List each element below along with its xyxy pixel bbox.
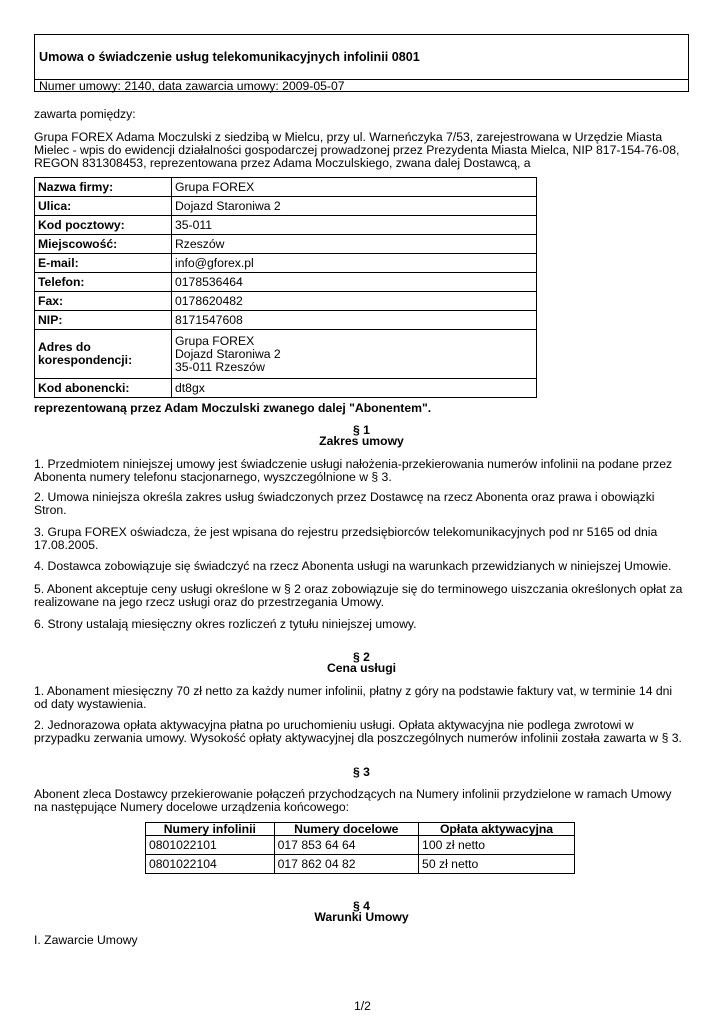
company-table: [34, 177, 537, 398]
s1-p2-line-1: 2. Umowa niniejsza określa zakres usług świadczonych przez Dostawcę na rzecz Abonenta oraz prawa i obowiązki: [34, 490, 655, 504]
table-row: [146, 836, 575, 855]
provider-line-3: REGON 831308453, reprezentowana przez Adama Moczulskiego, zwana dalej Dostawcą, a: [34, 156, 531, 170]
section-2-number: § 2: [353, 650, 370, 664]
table-row: [146, 855, 575, 874]
contract-header-box: [34, 34, 689, 92]
correspondence-label-1: Adres do: [38, 340, 91, 354]
s2-p1-line-1: 1. Abonament miesięczny 70 zł netto za każdy numer infolinii, płatny z góry na podstawie faktury vat, w terminie 14 dni: [34, 684, 673, 698]
activation-fee: 50 zł netto: [419, 855, 575, 874]
s1-paragraph-4: 4. Dostawca zobowiązuje się świadczyć na rzecz Abonenta usługi na warunkach przewidzianych w niniejszej Umowie.: [34, 559, 672, 573]
s3-paragraph-1: [34, 788, 689, 814]
s3-p1-line-1: Abonent zleca Dostawcy przekierowanie połączeń przychodzących na Numery infolinii przydzielone w ramach Umowy: [34, 787, 672, 801]
s1-p5-line-1: 5. Abonent akceptuje ceny usługi określone w § 2 oraz zobowiązuje się do terminowego uiszczania określonych opłat za: [34, 582, 683, 596]
field-label: Telefon:: [35, 273, 172, 292]
column-header: Numery infolinii: [146, 823, 275, 836]
table-row: [35, 235, 537, 254]
target-number: 017 853 64 64: [274, 836, 418, 855]
field-value: 35-011: [172, 216, 537, 235]
field-label: Kod pocztowy:: [35, 216, 172, 235]
field-label: NIP:: [35, 311, 172, 330]
correspondence-label-2: korespondencji:: [38, 353, 133, 367]
field-label: [35, 330, 172, 379]
section-4-title: Warunki Umowy: [314, 910, 409, 924]
field-value: Grupa FOREX: [172, 178, 537, 197]
section-1-title: Zakres umowy: [319, 434, 404, 448]
s1-paragraph-5: [34, 583, 689, 609]
section-4-number: § 4: [353, 899, 370, 913]
s1-p3-line-1: 3. Grupa FOREX oświadcza, że jest wpisana do rejestru przedsiębiorców telekomunikacyjnych pod nr 5165 od dnia: [34, 525, 658, 539]
provider-line-1: Grupa FOREX Adama Moczulski z siedzibą w Mielcu, przy ul. Warneńczyka 7/53, zarejestrowana w Urzędzie Miasta: [34, 130, 663, 144]
provider-line-2: Mielec - wpis do ewidencji działalności gospodarczej prowadzonej przez Prezydenta Miasta Mielca, NIP 817-154-76-08,: [34, 143, 680, 157]
field-label: Kod abonencki:: [35, 379, 172, 398]
table-row: [35, 292, 537, 311]
s1-p3-line-2: 17.08.2005.: [34, 538, 99, 552]
field-label: Fax:: [35, 292, 172, 311]
s3-p1-line-2: na następujące Numery docelowe urządzenia końcowego:: [34, 800, 350, 814]
s2-p1-line-2: od daty wystawienia.: [34, 697, 147, 711]
table-row: [35, 311, 537, 330]
field-value: Dojazd Staroniwa 2: [172, 197, 537, 216]
table-row: [35, 216, 537, 235]
contract-number-line: Numer umowy: 2140, data zawarcia umowy: 2009-05-07: [39, 79, 345, 93]
infoline-number: 0801022104: [146, 855, 275, 874]
s2-p2-line-1: 2. Jednorazowa opłata aktywacyjna płatna po uruchomieniu usługi. Opłata aktywacyjna nie podlega zwrotowi w: [34, 718, 634, 732]
field-label: Nazwa firmy:: [35, 178, 172, 197]
field-value: 8171547608: [172, 311, 537, 330]
field-value: 0178620482: [172, 292, 537, 311]
correspondence-line-2: Dojazd Staroniwa 2: [175, 346, 281, 361]
section-3-number: § 3: [353, 765, 370, 779]
field-label: E-mail:: [35, 254, 172, 273]
contract-title: Umowa o świadczenie usług telekomunikacyjnych infolinii 0801: [39, 50, 420, 64]
activation-fee: 100 zł netto: [419, 836, 575, 855]
table-row: [35, 379, 537, 398]
table-header-row: [146, 823, 575, 836]
field-label: Ulica:: [35, 197, 172, 216]
infoline-number: 0801022101: [146, 836, 275, 855]
s2-paragraph-2: [34, 719, 689, 745]
table-row: [35, 330, 537, 379]
table-row: [35, 197, 537, 216]
numbers-table: [145, 822, 575, 874]
table-row: [35, 178, 537, 197]
field-value: dt8gx: [172, 379, 537, 398]
table-row: [35, 273, 537, 292]
target-number: 017 862 04 82: [274, 855, 418, 874]
section-2-title: Cena usługi: [326, 661, 397, 675]
field-value: 0178536464: [172, 273, 537, 292]
column-header: Opłata aktywacyjna: [419, 823, 575, 836]
provider-paragraph: [34, 131, 689, 170]
s1-paragraph-3: [34, 526, 689, 552]
column-header: Numery docelowe: [274, 823, 418, 836]
field-label: Miejscowość:: [35, 235, 172, 254]
s1-paragraph-2: [34, 491, 689, 517]
s1-paragraph-1: [34, 458, 689, 484]
s1-p5-line-2: realizowane na jego rzecz usługi oraz do przestrzegania Umowy.: [34, 595, 384, 609]
s4-paragraph-1: I. Zawarcie Umowy: [34, 933, 138, 947]
s1-p1-line-1: 1. Przedmiotem niniejszej umowy jest świadczenie usługi nałożenia-przekierowania numerów infolinii na podane przez: [34, 457, 673, 471]
s2-p2-line-2: przypadku zerwania umowy. Wysokość opłaty aktywacyjnej dla poszczególnych numerów infolinii została zawarta w § 3.: [34, 731, 682, 745]
table-row: [35, 254, 537, 273]
field-value: info@gforex.pl: [172, 254, 537, 273]
correspondence-line-3: 35-011 Rzeszów: [175, 359, 265, 374]
represented-text: reprezentowaną przez Adam Moczulski zwanego dalej "Abonentem".: [34, 401, 432, 415]
s2-paragraph-1: [34, 685, 689, 711]
section-1-number: § 1: [353, 423, 370, 437]
page-number: 1/2: [354, 999, 371, 1013]
s1-p2-line-2: Stron.: [34, 503, 67, 517]
s1-paragraph-6: 6. Strony ustalają miesięczny okres rozliczeń z tytułu niniejszej umowy.: [34, 617, 417, 631]
between-text: zawarta pomiędzy:: [34, 107, 136, 121]
correspondence-line-1: Grupa FOREX: [175, 333, 255, 348]
field-value: [172, 330, 537, 379]
s1-p1-line-2: Abonenta numery telefonu stacjonarnego, wyszczególnione w § 3.: [34, 470, 392, 484]
field-value: Rzeszów: [172, 235, 537, 254]
